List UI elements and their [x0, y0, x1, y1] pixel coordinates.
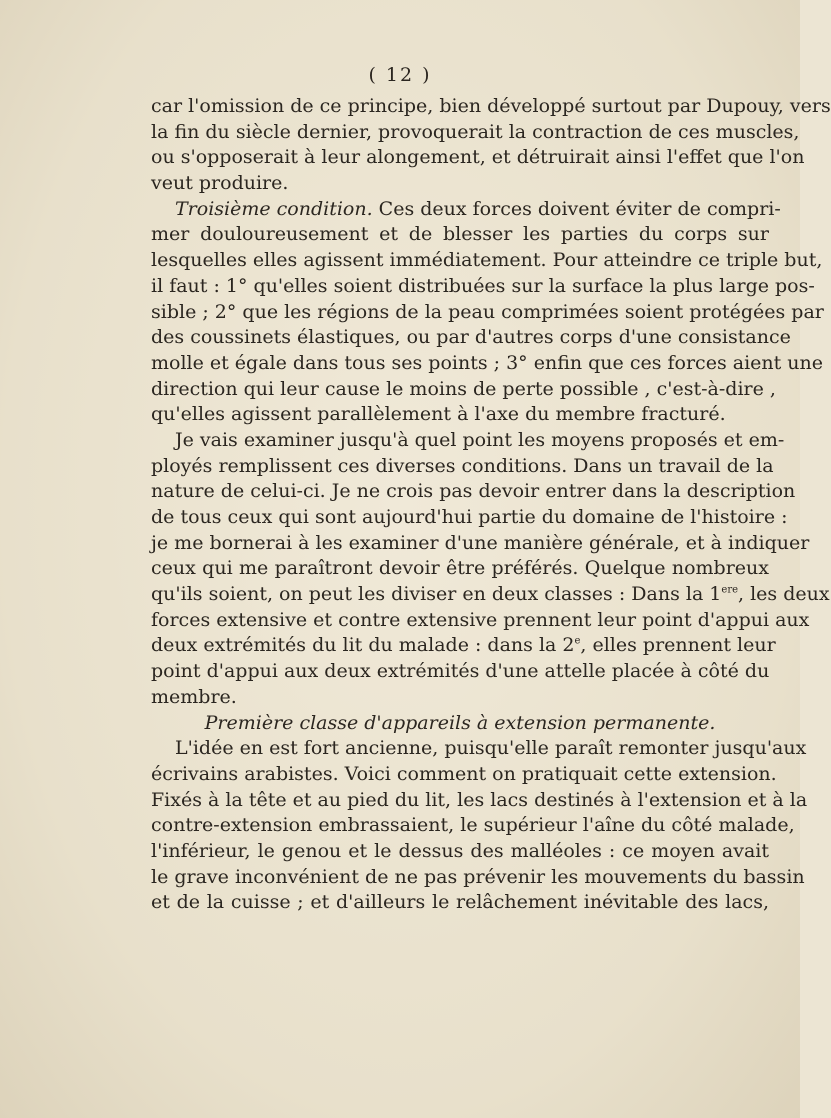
text-line: l'inférieur, le genou et le dessus des malléoles : ce moyen avait: [151, 839, 769, 862]
text-line: sible ; 2° que les régions de la peau comprimées soient protégées par: [151, 300, 824, 323]
text-line: il faut : 1° qu'elles soient distribuées sur la surface la plus large pos-: [151, 274, 815, 297]
text-line: L'idée en est fort ancienne, puisqu'elle paraît remonter jusqu'aux: [175, 737, 807, 760]
text-line: qu'elles agissent parallèlement à l'axe du membre fracturé.: [151, 403, 726, 426]
text-line: je me bornerai à les examiner d'une manière générale, et à indiquer: [151, 531, 810, 554]
text-fragment: Ces deux forces doivent éviter de compri-: [372, 197, 781, 220]
text-line: direction qui leur cause le moins de perte possible , c'est-à-dire ,: [151, 377, 776, 400]
text-line: Je vais examiner jusqu'à quel point les moyens proposés et em-: [175, 428, 785, 451]
text-line: ceux qui me paraîtront devoir être préférés. Quelque nombreux: [151, 557, 769, 580]
superscript: ere: [721, 584, 739, 596]
body-text: [151, 94, 831, 916]
text-line: nature de celui-ci. Je ne crois pas devoir entrer dans la description: [151, 480, 796, 503]
text-line: de tous ceux qui sont aujourd'hui partie du domaine de l'histoire :: [151, 506, 788, 528]
text-line: le grave inconvénient de ne pas prévenir les mouvements du bassin: [151, 865, 805, 888]
text-line: des coussinets élastiques, ou par d'autres corps d'une consistance: [151, 326, 791, 349]
page-number: ( 12 ): [368, 64, 432, 86]
text-line: ployés remplissent ces diverses conditions. Dans un travail de la: [151, 454, 774, 477]
text-line: contre-extension embrassaient, le supérieur l'aîne du côté malade,: [151, 814, 795, 837]
text-line: ou s'opposerait à leur alongement, et détruirait ainsi l'effet que l'on: [151, 146, 805, 169]
text-line: écrivains arabistes. Voici comment on pratiquait cette extension.: [151, 762, 777, 785]
text-line: point d'appui aux deux extrémités d'une attelle placée à côté du: [151, 660, 770, 683]
superscript: e: [574, 636, 581, 648]
paragraph-start: [151, 197, 781, 223]
text-fragment: , elles prennent leur: [580, 634, 776, 657]
text-line: lesquelles elles agissent immédiatement. Pour atteindre ce triple but,: [151, 249, 823, 272]
text-line: [151, 633, 776, 659]
text-line: et de la cuisse ; et d'ailleurs le relâchement inévitable des lacs,: [151, 891, 769, 914]
text-line: forces extensive et contre extensive prennent leur point d'appui aux: [151, 608, 810, 631]
text-line: [151, 582, 830, 608]
text-line: Fixés à la tête et au pied du lit, les lacs destinés à l'extension et à la: [151, 788, 808, 811]
text-fragment: , les deux: [738, 583, 830, 606]
text-line: la fin du siècle dernier, provoquerait la contraction de ces muscles,: [151, 120, 800, 143]
text-line: membre.: [151, 685, 237, 708]
section-heading: Première classe d'appareils à extension permanente.: [204, 711, 716, 734]
condition-heading: Troisième condition.: [175, 197, 373, 220]
text-line: veut produire.: [151, 172, 289, 195]
text-fragment: deux extrémités du lit du malade : dans la 2: [151, 634, 575, 657]
text-line: molle et égale dans tous ses points ; 3° enfin que ces forces aient une: [151, 351, 824, 374]
text-line: mer douloureusement et de blesser les parties du corps sur: [151, 223, 769, 246]
text-line: car l'omission de ce principe, bien développé surtout par Dupouy, vers: [151, 95, 831, 117]
text-fragment: qu'ils soient, on peut les diviser en deux classes : Dans la 1: [151, 583, 722, 606]
